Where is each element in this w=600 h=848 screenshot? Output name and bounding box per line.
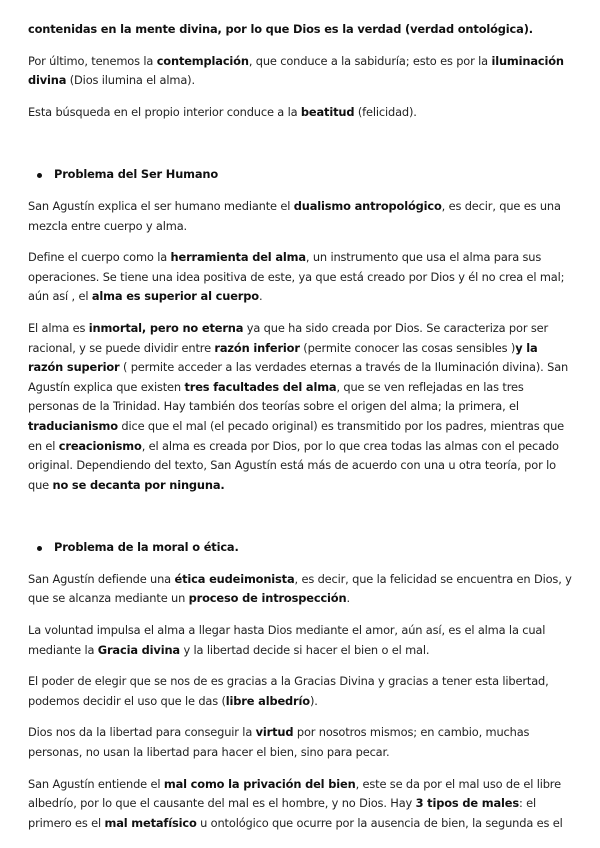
bold-text: ética eudeimonista [174, 571, 295, 586]
section-spacer [28, 134, 574, 165]
text-run: San Agustín entiende el [28, 776, 164, 791]
heading-run: Problema de la moral o ética. [54, 540, 239, 555]
bold-text: 3 tipos de males [415, 796, 519, 811]
paragraph [28, 570, 574, 609]
text-run: El alma es [28, 320, 89, 335]
text-run: . [258, 289, 263, 304]
bold-text: herramienta del alma [170, 250, 306, 265]
bold-text: mal como la privación del bien [163, 776, 356, 791]
text-run: , que conduce a la sabiduría; esto es por la [248, 53, 492, 68]
text-run: (felicidad). [354, 104, 417, 119]
text-run: ). [309, 693, 318, 708]
bold-text: virtud [255, 725, 294, 740]
text-run: , este se da por el mal uso de el libre albedrío, por lo que el causante del mal es el hombre, y no Dios. Hay [28, 776, 561, 811]
paragraph [28, 20, 574, 40]
text-run: Dios nos da la libertad para conseguir la [28, 725, 256, 740]
paragraph [28, 672, 574, 711]
section-spacer [28, 507, 574, 538]
text-run: (permite conocer las cosas sensibles ) [299, 340, 516, 355]
bold-text: traducianismo [28, 418, 118, 433]
text-run: Por último, tenemos la [28, 53, 157, 68]
bold-text: alma es superior al cuerpo [91, 289, 259, 304]
bold-text: libre albedrío [225, 693, 310, 708]
text-run: El poder de elegir que se nos de es gracias a la Gracias Divina y gracias a tener esta libertad, podemos decidir el uso que le das ( [28, 674, 549, 708]
paragraph [28, 248, 574, 307]
text-run: La voluntad impulsa el alma a llegar hasta Dios mediante el amor, aún así, es el alma la cual mediante la [28, 623, 546, 657]
bold-text: razón inferior [214, 340, 300, 355]
text-run: . [346, 591, 350, 606]
bullet-icon [37, 546, 42, 551]
paragraph [28, 103, 574, 123]
text-run: y la libertad decide si hacer el bien o el mal. [179, 642, 430, 657]
paragraph [28, 621, 574, 660]
bold-text: contemplación [156, 53, 249, 68]
heading-text [54, 538, 239, 558]
paragraph [28, 775, 574, 834]
bold-text: contenidas en la mente divina, por lo que Dios es la verdad (verdad ontológica). [28, 22, 533, 36]
bold-text: iluminación divina [28, 53, 564, 88]
bold-text: Gracia divina [97, 642, 180, 657]
text-run: : el primero es el [28, 796, 537, 830]
text-run: u ontológico que ocurre por la ausencia de bien, la segunda es el [196, 815, 563, 830]
text-run: , un instrumento que usa el alma para sus operaciones. Se tiene una idea positiva de este, ya que está creado por Dios y él no crea el mal; aún así , el [28, 250, 565, 304]
bold-text: inmortal, pero no eterna [88, 320, 244, 335]
bold-text: tres facultades del alma [184, 379, 337, 394]
text-run: , es decir, que es una mezcla entre cuerpo y alma. [28, 198, 561, 233]
paragraph [28, 319, 574, 495]
heading-run: Problema del Ser Humano [54, 167, 219, 182]
bold-text: proceso de introspección [188, 591, 347, 606]
bold-text: beatitud [300, 104, 355, 119]
paragraph [28, 723, 574, 762]
bold-text: y la razón superior [28, 340, 538, 375]
text-run: ya que ha sido creada por Dios. Se caracteriza por ser racional, y se puede dividir entre [28, 320, 548, 355]
text-run: Esta búsqueda en el propio interior conduce a la [28, 104, 301, 119]
bullet-icon [37, 173, 42, 178]
document-page [28, 20, 574, 845]
bold-text: dualismo antropológico [293, 198, 442, 213]
heading-text [54, 165, 218, 185]
text-run: , el alma es creada por Dios, por lo que crea todas las almas con el pecado original. Dependiendo del texto, San Agustín está más de acuerdo con una u otra teoría, por lo que [28, 438, 559, 492]
section-heading [28, 538, 574, 558]
text-run: San Agustín explica el ser humano mediante el [28, 198, 294, 213]
section-heading [28, 165, 574, 185]
text-run: , que se ven reflejadas en las tres personas de la Trinidad. Hay también dos teorías sobre el origen del alma; la primera, el [28, 379, 524, 414]
text-run: Define el cuerpo como la [28, 250, 171, 265]
paragraph [28, 197, 574, 236]
text-run: por nosotros mismos; en cambio, muchas personas, no usan la libertad para hacer el bien, sino para pecar. [28, 725, 530, 760]
paragraph [28, 52, 574, 91]
text-run: (Dios ilumina el alma). [66, 73, 195, 88]
bold-text: creacionismo [58, 438, 142, 453]
text-run: San Agustín defiende una [28, 571, 175, 586]
bold-text: no se decanta por ninguna. [52, 477, 225, 492]
text-run: ( permite acceder a las verdades eternas a través de la Iluminación divina). San Agustín explica que existen [28, 360, 569, 394]
text-run: dice que el mal (el pecado original) es transmitido por los padres, mientras que en el [28, 418, 565, 453]
bold-text: mal metafísico [104, 815, 197, 830]
text-run: , es decir, que la felicidad se encuentra en Dios, y que se alcanza mediante un [28, 571, 572, 606]
